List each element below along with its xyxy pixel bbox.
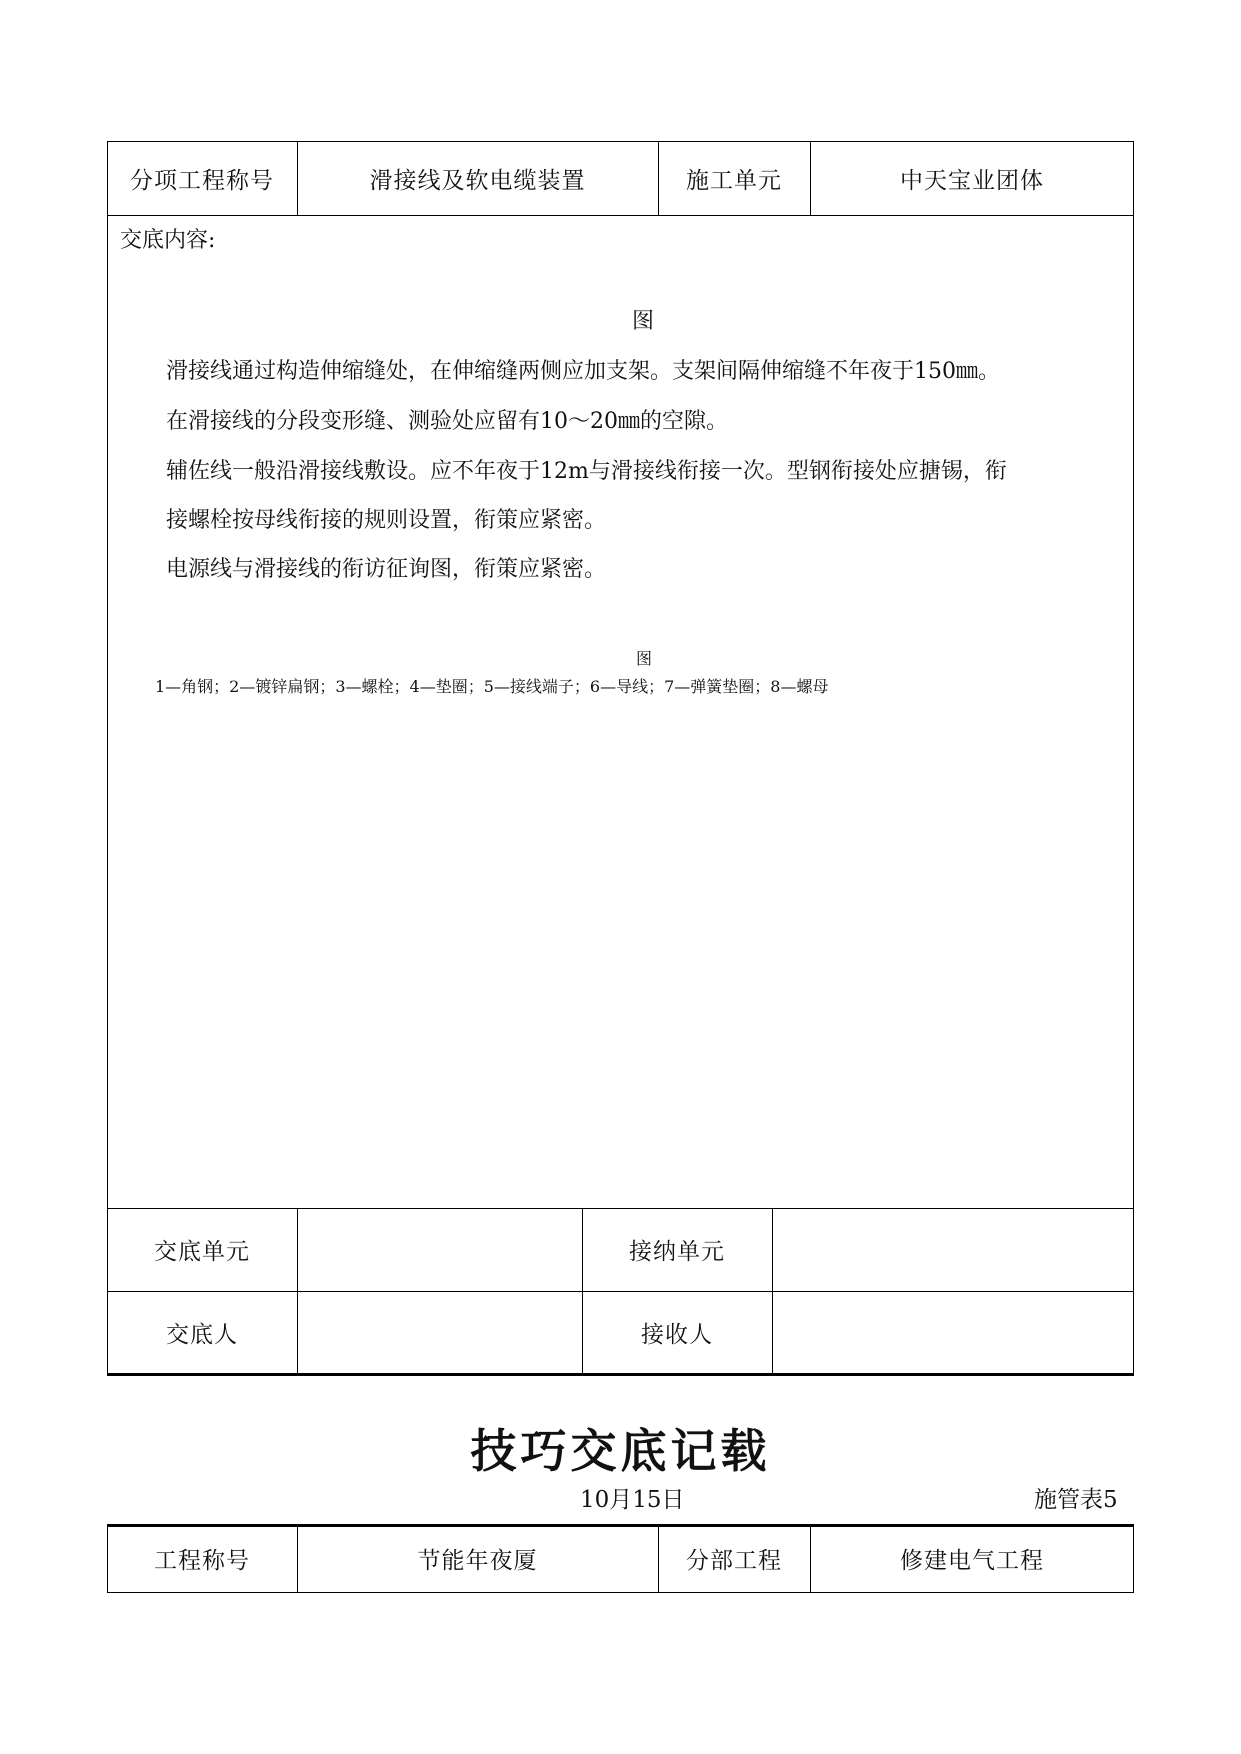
figure-legend: 1—角钢；2—镀锌扁钢；3—螺栓；4—垫圈；5—接线端子；6—导线；7—弹簧垫圈；8—螺母 [155, 677, 829, 696]
discloser-label: 交底人 [166, 1322, 238, 1348]
top-table [107, 141, 1134, 1376]
receiving-unit-label: 接纳单元 [629, 1239, 725, 1265]
content-label: 交底内容: [120, 228, 216, 253]
division-label: 分部工程 [686, 1548, 782, 1574]
figure-caption-2: 图 [636, 649, 653, 668]
project-name-label: 工程称号 [154, 1548, 250, 1574]
paragraph-3: 辅佐线一般沿滑接线敷设。应不年夜于12m与滑接线衔接一次。型钢衔接处应搪锡，衔 [166, 459, 1007, 484]
document-date: 10月15日 [580, 1487, 685, 1513]
discloser-value[interactable] [297, 1291, 582, 1374]
receiver-label: 接收人 [641, 1322, 713, 1348]
document-title: 技巧交底记载 [470, 1424, 771, 1478]
disclosure-unit-label: 交底单元 [154, 1239, 250, 1265]
subitem-name-value: 滑接线及软电缆装置 [369, 167, 586, 194]
project-name-value: 节能年夜厦 [417, 1548, 538, 1574]
paragraph-5: 电源线与滑接线的衔访征询图，衔策应紧密。 [166, 557, 607, 582]
receiver-value[interactable] [772, 1291, 1134, 1374]
form-number: 施管表5 [1034, 1487, 1118, 1513]
paragraph-1: 滑接线通过构造伸缩缝处，在伸缩缝两侧应加支架。支架间隔伸缩缝不年夜于150㎜。 [166, 359, 1000, 384]
header-row-divider [107, 215, 1134, 216]
construction-unit-label: 施工单元 [686, 167, 782, 194]
subitem-name-label: 分项工程称号 [130, 167, 274, 194]
paragraph-2: 在滑接线的分段变形缝、测验处应留有10～20㎜的空隙。 [166, 409, 728, 434]
construction-unit-value: 中天宝业团体 [900, 167, 1044, 194]
disclosure-unit-value[interactable] [297, 1208, 582, 1291]
figure-caption-1: 图 [632, 309, 655, 334]
paragraph-4: 接螺栓按母线衔接的规则设置，衔策应紧密。 [166, 508, 607, 533]
division-value: 修建电气工程 [900, 1548, 1044, 1574]
receiving-unit-value[interactable] [772, 1208, 1134, 1291]
